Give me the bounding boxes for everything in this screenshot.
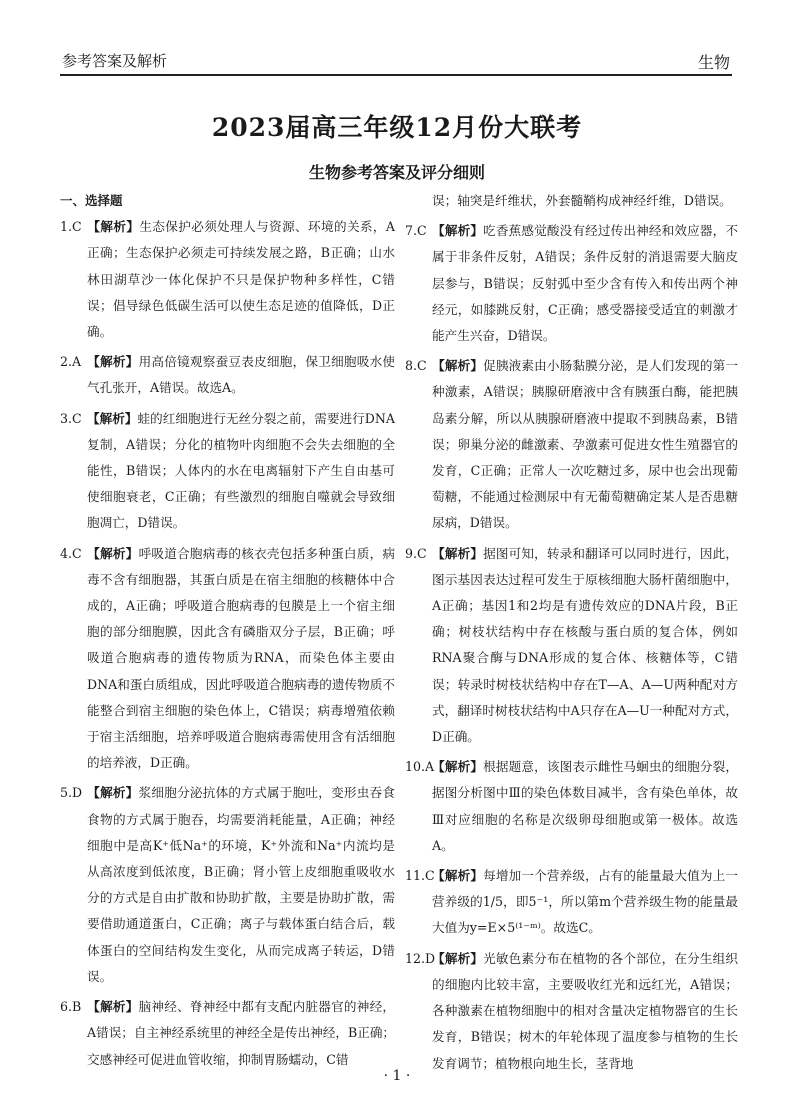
analysis-tag: 【解析】 — [432, 223, 484, 239]
analysis-tag: 【解析】 — [87, 410, 138, 426]
right-column — [405, 188, 738, 1081]
answer-number: 5.D — [60, 785, 83, 801]
analysis-tag: 【解析】 — [432, 868, 484, 884]
answer-item — [60, 214, 395, 345]
answer-item — [405, 541, 738, 751]
answer-item — [405, 863, 738, 942]
analysis-tag: 【解析】 — [432, 950, 484, 966]
header-subject-label: 生物 — [697, 53, 730, 72]
analysis-text: 生态保护必须处理人与资源、环境的关系，A正确；生态保护必须走可持续发展之路，B正确；山水林田湖草沙一体化保护不只是保护物种多样性，C错误；倡导绿色低碳生活可以使生态足迹的值降低，D正确。 — [87, 219, 395, 340]
answer-item — [60, 994, 395, 1073]
answer-item — [405, 754, 738, 859]
answer-number: 12.D — [405, 950, 436, 966]
answer-item — [405, 946, 738, 1077]
answer-number: 3.C — [60, 410, 82, 426]
analysis-text: 促胰液素由小肠黏膜分泌，是人们发现的第一种激素，A错误；胰腺研磨液中含有胰蛋白酶，能把胰岛素分解，所以从胰腺研磨液中提取不到胰岛素，B错误；卵巢分泌的雌激素、孕激素可促进女性生殖器官的发育，C正确；正常人一次吃糖过多，尿中也会出现葡萄糖，不能通过检测尿中有无葡萄糖确定某人是否患糖尿病，D错误。 — [432, 358, 738, 531]
answer-item — [405, 218, 738, 349]
analysis-text: 浆细胞分泌抗体的方式属于胞吐，变形虫吞食食物的方式属于胞吞，均需要消耗能量，A正确；神经细胞中是高K⁺低Na⁺的环境，K⁺外流和Na⁺内流均是从高浓度到低浓度，B正确；肾小管上皮细胞重吸收水分的方式是自由扩散和协助扩散，主要是协助扩散，需要借助通道蛋白，C正确；离子与载体蛋白结合后，载体蛋白的空间结构发生变化，从而完成离子转运，D错误。 — [87, 785, 396, 984]
answer-number: 8.C — [405, 358, 427, 374]
analysis-tag: 【解析】 — [432, 545, 484, 561]
answer-number: 4.C — [60, 545, 82, 561]
analysis-text: 根据题意，该图表示雌性马蛔虫的细胞分裂，据图分析图中Ⅲ的染色体数目减半，含有染色单体，故Ⅲ对应细胞的名称是次级卵母细胞或第一极体。故选A。 — [432, 759, 738, 853]
analysis-tag: 【解析】 — [87, 785, 139, 801]
answer-number: 11.C — [405, 868, 435, 884]
analysis-text: 蛙的红细胞进行无丝分裂之前，需要进行DNA复制，A错误；分化的植物叶肉细胞不会失去细胞的全能性，B错误；人体内的水在电离辐射下产生自由基可使细胞衰老，C正确；有些激烈的细胞自噬就会导致细胞凋亡，D错误。 — [87, 410, 395, 531]
answer-number: 1.C — [60, 219, 82, 235]
page-number: · 1 · — [383, 1068, 411, 1084]
answer-item — [60, 541, 395, 777]
left-column — [60, 188, 395, 1077]
page-title: 2023届高三年级12月份大联考 — [211, 113, 583, 142]
analysis-text: 呼吸道合胞病毒的核衣壳包括多种蛋白质，病毒不含有细胞器，其蛋白质是在宿主细胞的核糖体中合成的，A正确；呼吸道合胞病毒的包膜是上一个宿主细胞的部分细胞膜，因此含有磷脂双分子层，B正确；呼吸道合胞病毒的遗传物质为RNA，而染色体主要由DNA和蛋白质组成，因此呼吸道合胞病毒的遗传物质不能整合到宿主细胞的染色体上，C错误；病毒增殖依赖于宿主活细胞，培养呼吸道合胞病毒需使用含有活细胞的培养液，D正确。 — [87, 545, 396, 771]
page-header — [60, 46, 732, 76]
page-subtitle: 生物参考答案及评分细则 — [308, 163, 485, 182]
continued-text: 误；轴突是纤维状，外套髓鞘构成神经纤维，D错误。 — [432, 193, 732, 208]
answer-item — [60, 349, 395, 401]
analysis-tag: 【解析】 — [87, 219, 140, 235]
analysis-tag: 【解析】 — [432, 759, 484, 775]
analysis-tag: 【解析】 — [432, 358, 484, 374]
analysis-text: 用高倍镜观察蚕豆表皮细胞，保卫细胞吸水使气孔张开，A错误。故选A。 — [87, 354, 396, 396]
answer-item — [405, 353, 738, 536]
analysis-tag: 【解析】 — [87, 354, 139, 370]
answer-number: 10.A — [405, 759, 435, 775]
answer-number: 6.B — [60, 999, 82, 1015]
analysis-text: 吃香蕉感觉酸没有经过传出神经和效应器，不属于非条件反射，A错误；条件反射的消退需要大脑皮层参与，B错误；反射弧中至少含有传入和传出两个神经元，如膝跳反射，C正确；感受器接受适宜的刺激才能产生兴奋，D错误。 — [432, 223, 738, 344]
section-heading: 一、选择题 — [60, 193, 123, 208]
analysis-tag: 【解析】 — [87, 999, 139, 1015]
analysis-text: 每增加一个营养级，占有的能量最大值为上一营养级的1/5，即5⁻¹，所以第m个营养级生物的能量最大值为y=E×5⁽¹⁻ᵐ⁾。故选C。 — [432, 868, 738, 936]
answer-number: 9.C — [405, 545, 427, 561]
analysis-text: 脑神经、脊神经中都有支配内脏器官的神经，A错误；自主神经系统里的神经全是传出神经，B正确；交感神经可促进血管收缩，抑制胃肠蠕动，C错 — [87, 999, 396, 1067]
analysis-text: 光敏色素分布在植物的各个部位，在分生组织的细胞内比较丰富，主要吸收红光和远红光，A错误；各种激素在植物细胞中的相对含量决定植物器官的生长发育，B错误；树木的年轮体现了温度参与植物的生长发育调节；植物根向地生长，茎背地 — [432, 950, 738, 1071]
analysis-text: 据图可知，转录和翻译可以同时进行，因此，图示基因表达过程可发生于原核细胞大肠杆菌细胞中，A正确；基因1和2均是有遗传效应的DNA片段，B正确；树枝状结构中存在核酸与蛋白质的复合体，例如RNA聚合酶与DNA形成的复合体、核糖体等，C错误；转录时树枝状结构中存在T—A、A—U两种配对方式，翻译时树枝状结构中A只存在A—U一种配对方式，D正确。 — [432, 545, 738, 745]
header-left-label: 参考答案及解析 — [62, 52, 168, 70]
answer-item — [60, 406, 395, 537]
answer-number: 2.A — [60, 354, 82, 370]
answer-item — [60, 780, 395, 990]
answer-number: 7.C — [405, 223, 427, 239]
analysis-tag: 【解析】 — [87, 545, 139, 561]
